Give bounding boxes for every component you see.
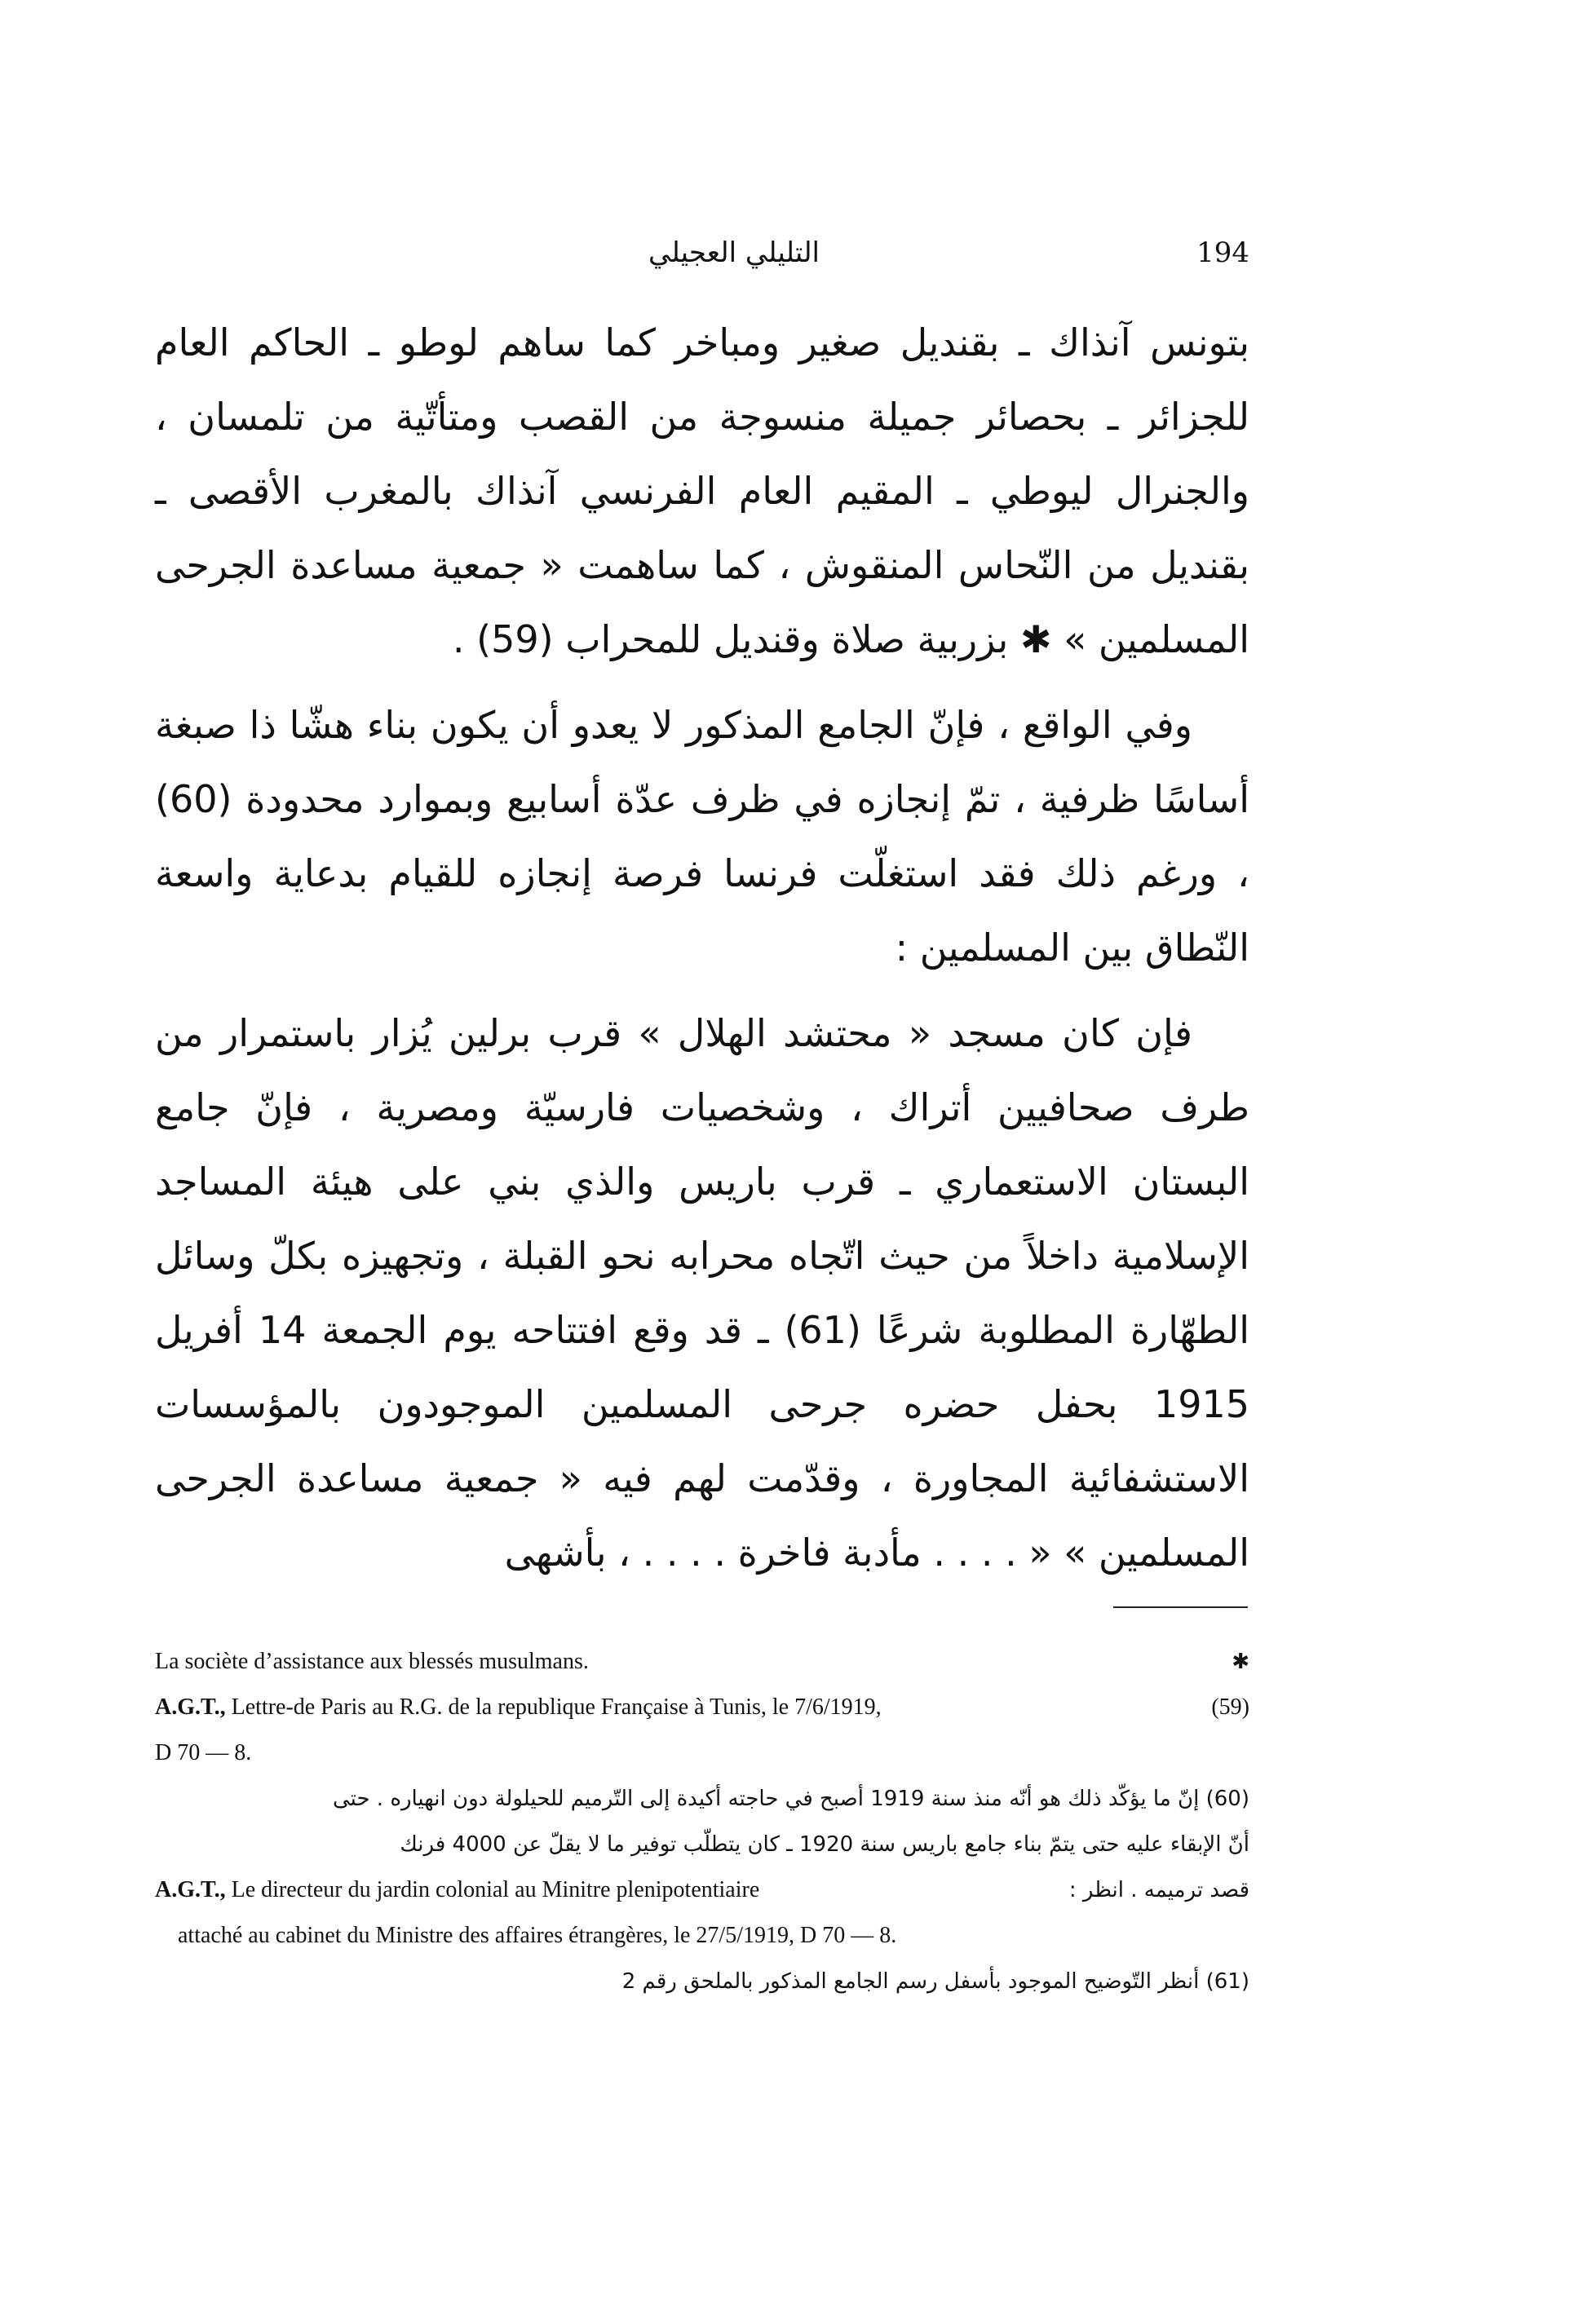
footnotes [155, 1639, 1249, 2004]
page-header [155, 228, 1249, 277]
page-number: 194 [1196, 236, 1249, 269]
footnote-60-line-2: أنّ الإبقاء عليه حتى يتمّ بناء جامع باريس سنة 1920 ـ كان يتطلّب توفير ما لا يقلّ عن 4000 فرنك [400, 1832, 1249, 1857]
footnote-59-text: Lettre-de Paris au R.G. de la republique Française à Tunis, le 7/6/1919, [225, 1694, 882, 1720]
paragraph-3: فإن كان مسجد « محتشد الهلال » قرب برلين يُزار باستمرار من طرف صحافيين أتراك ، وشخصيات فارسيّة ومصرية ، فإنّ جامع البستان الاستعماري ـ قرب باريس والذي بني على هيئة المساجد الإسلامية داخلاً من حيث اتّجاه محرابه نحو القبلة ، وتجهيزه بكلّ وسائل الطهّارة المطلوبة شرعًا (61) ـ قد وقع افتتاحه يوم الجمعة 14 أفريل 1915 بحفل حضره جرحى المسلمين الموجودون بالمؤسسات الاستشفائية المجاورة ، وقدّمت لهم فيه « جمعية مساعدة الجرحى المسلمين » « . . . . مأدبة فاخرة . . . . ، بأشهى [155, 1011, 1249, 1575]
footnote-60-source-fr [155, 1867, 759, 1913]
footnote-asterisk-marker: ✱ [1232, 1650, 1249, 1674]
footnote-60-source-continued [155, 1913, 1249, 1959]
footnote-59-number: (59) [1211, 1694, 1249, 1720]
paragraph-1: بتونس آنذاك ـ بقنديل صغير ومباخر كما ساهم لوطو ـ الحاكم العام للجزائر ـ بحصائر جميلة منسوجة من القصب ومتأتّية من تلمسان ، والجنرال ليوطي ـ المقيم العام الفرنسي آنذاك بالمغرب الأقصى ـ بقنديل من النّحاس المنقوش ، كما ساهمت « جمعية مساعدة الجرحى المسلمين » ✱ بزربية صلاة وقنديل للمحراب (59) . [155, 320, 1249, 661]
footnote-asterisk [155, 1639, 1249, 1685]
footnote-60-continued [155, 1822, 1249, 1867]
footnote-asterisk-text: La sociète d’assistance aux blessés musulmans. [155, 1649, 589, 1674]
footnote-61 [155, 1959, 1249, 2004]
running-title: التليلي العجيلي [648, 236, 820, 269]
footnote-60-line-1: (60) إنّ ما يؤكّد ذلك هو أنّه منذ سنة 1919 أصبح في حاجته أكيدة إلى التّرميم للحيلولة دون انهياره . حتى [332, 1787, 1249, 1811]
footnote-59-ref: D 70 — 8. [155, 1740, 252, 1765]
main-body-text [155, 306, 1249, 1590]
footnote-59-continued [155, 1730, 1249, 1776]
footnote-61-text: (61) أنظر التّوضيح الموجود بأسفل رسم الجامع المذكور بالملحق رقم 2 [621, 1969, 1249, 1994]
footnote-60-archive: A.G.T., [155, 1877, 226, 1902]
footnote-separator [1113, 1606, 1248, 1608]
footnote-59 [155, 1685, 1249, 1730]
footnote-60 [155, 1776, 1249, 1822]
footnote-60-source-ar: قصد ترميمه . انظر : [1068, 1878, 1249, 1902]
footnote-60-source-text: Le directeur du jardin colonial au Minitre plenipotentiaire [225, 1877, 760, 1902]
footnote-59-archive: A.G.T., [155, 1694, 226, 1720]
footnote-60-source [155, 1867, 1249, 1913]
footnote-60-line-4: attaché au cabinet du Ministre des affaires étrangères, le 27/5/1919, D 70 — 8. [178, 1923, 897, 1948]
paragraph-2: وفي الواقع ، فإنّ الجامع المذكور لا يعدو أن يكون بناء هشّا ذا صبغة أساسًا ظرفية ، تمّ إنجازه في ظرف عدّة أسابيع وبموارد محدودة (60) ، ورغم ذلك فقد استغلّت فرنسا فرصة إنجازه للقيام بدعاية واسعة النّطاق بين المسلمين : [155, 703, 1249, 970]
